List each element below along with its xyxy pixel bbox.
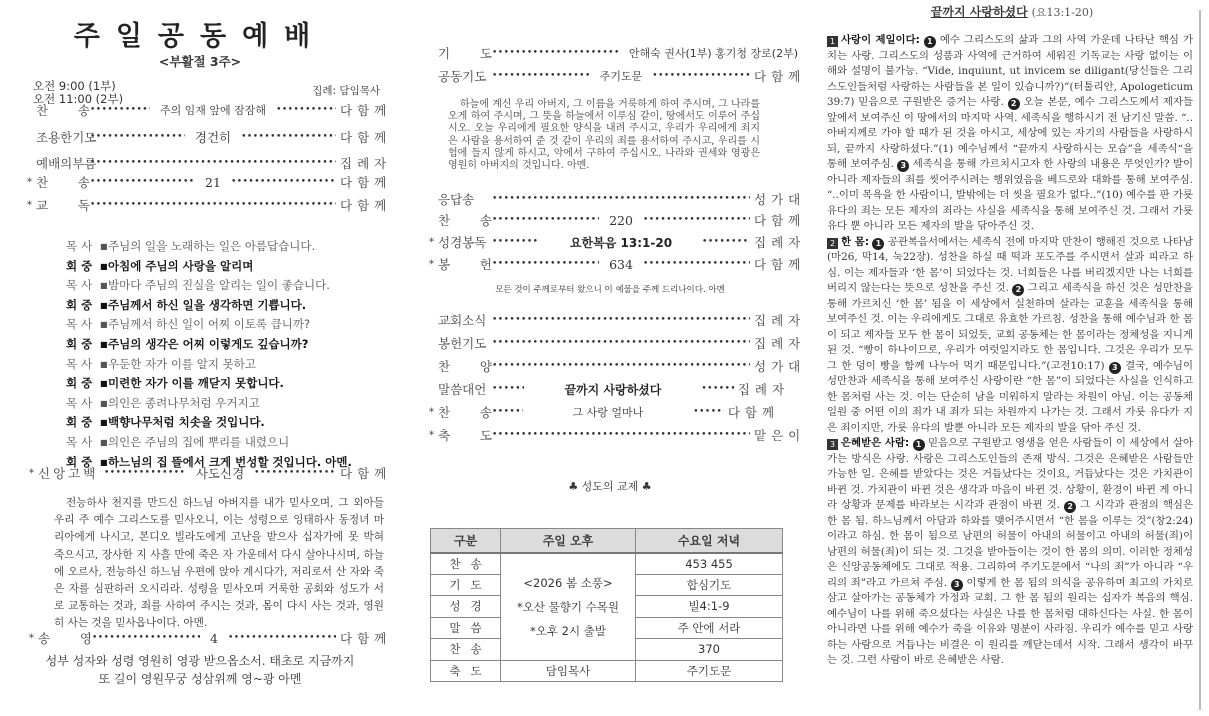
circled-number-icon: 1: [872, 238, 884, 250]
sermon-section-3: 3 은혜받은 사람: 1 믿음으로 구원받고 영생을 얻은 사람들이 이 세상에서 살아가는 방식은 사랑. 사랑은 그리스도인들의 존재 방식. 그것은 은혜받은 사람들만 가능한 일. 은혜를 받았다는 것은 거듭났다는 것이요, 거듭났다는 것은 가치관이 바뀐 것. 가치관이 바뀐 것은 생각과 마음이 바뀐 것. 상황이, 환경이 바뀐 게 아니라 상황과 문제를 바라보는 시각과 관점이 바뀐 것. 2 그 시각과 관점의 핵심은 한 몸 됨. 하느님께서 아담과 하와를 맺어주시면서 “한 몸을 이루는 것”(창2:24)이라고 하심. 한 몸이 됨으로 남편의 허물이 아내의 허물이고 아내의 허물(죄)이 남편의 허물(죄)이 되는 것. 그것을 받아들이는 것이 한 몸의 의미. 이러한 정체성은 신앙공동체에도 그대로 적용. 그리하여 주기도문에서 “나의 죄”가 아니라 “우리의 죄”라고 가르쳐 주심. 3 이렇게 한 몸 됨의 의식을 공유하며 최고의 가치로 삼고 살아가는 공동체가 가정과 교회. 그 한 몸 됨의 원리는 십자가 복음의 핵심. 예수님이 나를 위해 죽으셨다는 사실은 나를 한 몸처럼 대하신다는 사실. 한 몸이 아니라면 나를 위해 예수가 죽을 이유와 명분이 사라짐. 우리가 예수를 믿고 사랑하는 사람으로 거듭나는 비결은 이 원리를 깨닫는데서 시작. 그래서 생각이 바꾸는 것. 그런 사람이 바로 은혜받은 사람.: [827, 437, 1194, 666]
dot-leader: [643, 210, 750, 230]
order-row-benediction: [426, 425, 806, 445]
responsive-reading: [66, 237, 352, 472]
dot-leader: [90, 195, 336, 215]
apostles-creed-text: 전능하사 천지를 만드신 하느님 아버지를 내가 믿사오며, 그 외아들 우리 주 예수 그리스도를 믿사오니, 이는 성령으로 잉태하사 동정녀 마리아에게 나시고, 본디오 빌라도에게 고난을 받으사 십자가에 못 박혀 죽으시고, 장사한 지 사흘 만에 죽은 자 가운데서 다시 살아나시며, 하늘에 오르사, 전능하신 하느님 우편에 앉아 계시다가, 저리로서 산 자와 죽은 자를 심판하러 오시리라. 성령을 믿사오며 거룩한 공회와 성도가 서로 교통하는 것과, 죄를 사하여 주시는 것과, 몸이 다시 사는 것과, 영원히 사는 것을 믿사옵나이다. 아멘.: [54, 497, 384, 630]
order-leader: 성가대: [754, 359, 806, 374]
sermon-body: [827, 33, 1193, 669]
circled-number-icon: 3: [897, 160, 909, 172]
order-row-responsive-reading: [24, 195, 392, 215]
order-label: 신앙고백: [38, 466, 99, 481]
order-label: 응답송: [438, 192, 475, 207]
circled-number-icon: 2: [1008, 98, 1020, 110]
order-label: 봉헌기도: [438, 336, 487, 351]
table-row: [431, 660, 783, 682]
dot-leader: [254, 463, 336, 483]
doxology-text: 성부 성자와 성령 영원히 영광 받으옵소서. 태초로 지금까지 또 길이 영원무궁 성삼위께 영~광 아멘: [45, 654, 355, 686]
reading-line-congregation: 회중 ■백향나무처럼 치솟을 것입니다.: [66, 415, 265, 430]
standing-mark: *: [429, 406, 434, 418]
sermon-reference: (요13:1-20): [1031, 6, 1094, 19]
order-leader: 다함께: [754, 257, 806, 272]
order-row-announcements: [426, 310, 806, 330]
dot-leader: [492, 66, 590, 86]
order-row-hymn-4: [426, 402, 798, 422]
order-row-hymn-2: [24, 172, 392, 192]
reading-line-pastor: 목사 ■밤마다 주님의 진실을 알리는 일이 좋습니다.: [66, 278, 330, 293]
circled-number-icon: 3: [1109, 362, 1121, 374]
dot-leader: [104, 463, 186, 483]
order-leader: 다함께: [754, 69, 806, 84]
section-heading: 사랑이 제일이다:: [841, 34, 920, 46]
reading-line-pastor: 목사 ■주님께서 하신 일이 어찌 이토록 큽니까?: [66, 317, 311, 332]
order-leader: 집례자: [754, 313, 806, 328]
order-label: 축 도: [438, 428, 492, 443]
standing-mark: *: [429, 258, 434, 270]
order-leader: 성가대: [754, 192, 806, 207]
reading-line-congregation: 회중 ■미련한 자가 이를 깨닫지 못합니다.: [66, 376, 284, 391]
circled-number-icon: 2: [1012, 284, 1024, 296]
order-row-common-prayer: [426, 66, 806, 86]
order-content: 4: [210, 630, 218, 646]
reading-line-congregation: 회중 ■주님의 생각은 어찌 이렇게도 깊습니까?: [66, 336, 309, 351]
sermon-section-1: 1 사랑이 제일이다: 1 예수 그리스도의 삶과 그의 사역 가운데 나타난 핵심 가치는 사랑. 그리스도의 성품과 사역에 근거하여 세워진 기독교는 사랑 없이는 이해와 설명이 불가능. “Vide, inquiunt, ut invicem se diligant(당신들은 그리스도인들처럼 사랑하는 사람들을 본 일이 있습니까?)”(터툴리안, Apologeticum 39:7) 믿음으로 구원받은 증거는 사랑. 2 오늘 본문, 예수 그리스도께서 제자들 앞에서 보여주신 이 땅에서의 마지막 사역. 세족식을 행하시기 전 남기신 말씀. “..아버지께로 가야 할 때가 된 것을 아시고, 세상에 있는 자기의 사람들을 사랑하시되, 끝까지 사랑하셨다.”(1) 예수님께서 “끝까지 사랑하시는 모습”을 세족식“을 통해 보여주심. 3 세족식을 통해 가르치시고자 한 사랑의 내용은 무엇인가? 발이 아니라 제자들의 죄를 씻어주시려는 행위였음을 베드로와 대화를 통해 보여주심. “..이미 목욕을 한 사람이니, 발밖에는 더 씻을 필요가 없다..”(10) 예수를 판 가룟 유다의 죄는 모든 제자의 죄라는 사실을 세족식을 통해 보여주신 것. 그래서 가룟 유다 뿐 아니라 모든 제자의 발을 닦아주신 것.: [827, 34, 1194, 232]
order-content: 경건히: [194, 130, 232, 145]
order-row-hymn-3: [426, 210, 806, 230]
order-leader: 다함께: [340, 103, 392, 118]
dot-leader: [693, 402, 724, 422]
dot-leader: [702, 232, 750, 252]
dot-leader: [90, 127, 185, 147]
sermon-title: [815, 3, 1209, 20]
section-heading: 한 몸:: [841, 235, 869, 248]
dot-leader: [90, 100, 150, 120]
order-row-response-song: [426, 189, 806, 209]
row-label: 기도: [431, 574, 501, 596]
order-content: 주의 임재 앞에 잠잠해: [159, 104, 267, 117]
order-row-offering: [426, 254, 806, 274]
order-label: 말씀대언: [438, 382, 487, 397]
order-row-offering-prayer: [426, 333, 806, 353]
page-edge-rule: [1199, 10, 1201, 710]
row-label: 축도: [431, 660, 501, 682]
order-label: 교회소식: [438, 313, 487, 328]
section-heading: 은혜받은 사람:: [841, 437, 910, 449]
dot-leader: [492, 254, 599, 274]
dot-leader: [492, 333, 750, 353]
dot-leader: [90, 153, 336, 173]
order-leader: 다함께: [340, 631, 392, 646]
order-label: 봉 헌: [438, 257, 492, 272]
row-label: 말씀: [431, 617, 501, 639]
dot-leader: [492, 310, 750, 330]
order-label: 찬 송: [438, 405, 492, 420]
order-leader: 집례자: [340, 156, 392, 171]
order-label: 찬 양: [438, 359, 492, 374]
wednesday-value: 합심기도: [636, 574, 783, 596]
worship-order-column: [0, 0, 400, 716]
dot-leader: [492, 210, 599, 230]
order-leader: 집례자: [737, 382, 790, 397]
presider-label: 집례: 담임목사: [312, 85, 380, 97]
dot-leader: [492, 232, 540, 252]
order-leader: 다함께: [727, 405, 780, 420]
dot-leader: [276, 100, 336, 120]
order-content: 요한복음 13:1-20: [569, 235, 673, 250]
circled-number-icon: 1: [913, 439, 925, 451]
dot-leader: [643, 254, 750, 274]
header-category: 구분: [431, 529, 501, 553]
sunday-picnic-notice: <2026 봄 소풍> *오산 물향기 수목원 *오후 2시 출발: [501, 553, 636, 661]
wednesday-value: 주 안에 서라: [636, 617, 783, 639]
section-number-icon: 2: [827, 238, 838, 249]
sunday-value: 담임목사: [501, 660, 636, 682]
order-label: 찬 송: [36, 175, 90, 190]
reading-line-pastor: 목사 ■우둔한 자가 이를 알지 못하고: [66, 356, 256, 371]
dot-leader: [231, 172, 336, 192]
order-row-sermon: [426, 379, 798, 399]
order-leader: 다함께: [340, 130, 392, 145]
order-leader: 맡은이: [754, 428, 806, 443]
order-row-prayer: [426, 43, 798, 63]
row-label: 찬송: [431, 639, 501, 661]
order-label: 송 영: [38, 631, 92, 646]
wednesday-value: 주기도문: [636, 660, 783, 682]
header-wednesday-evening: 수요일 저녁: [636, 529, 783, 553]
dot-leader: [241, 127, 336, 147]
circled-number-icon: 1: [924, 36, 936, 48]
dot-leader: [701, 379, 733, 399]
page-subtitle: <부활절 3주>: [158, 54, 242, 69]
circled-number-icon: 2: [1064, 501, 1076, 513]
fellowship-heading: ♣ 성도의 교제 ♣: [568, 480, 652, 493]
order-leader: 집례자: [754, 235, 806, 250]
order-row-choir-anthem: [426, 356, 806, 376]
order-content: 220: [609, 212, 633, 228]
sermon-title-text: 끝까지 사랑하셨다: [930, 5, 1028, 19]
section-number-icon: 3: [827, 439, 838, 450]
order-content: 사도신경: [195, 466, 245, 481]
order-row-call-to-worship: [24, 153, 392, 173]
order-content: 그 사랑 얼마나: [572, 406, 644, 419]
section-number-icon: 1: [827, 36, 838, 47]
order-row-creed: [26, 463, 392, 483]
order-label: 찬 송: [438, 213, 492, 228]
row-label: 찬송: [431, 553, 501, 575]
dot-leader: [228, 628, 336, 648]
wednesday-value: 370: [636, 639, 783, 661]
schedule-table: [430, 528, 783, 682]
order-leader: 집례자: [754, 336, 806, 351]
header-sunday-afternoon: 주일 오후: [501, 529, 636, 553]
reading-line-pastor: 목사 ■의인은 주님의 집에 뿌리를 내렸으니: [66, 434, 290, 449]
order-label: 교 독: [36, 198, 90, 213]
order-row-hymn: [24, 100, 392, 120]
reading-line-congregation: 회중 ■하느님의 집 뜰에서 크게 번성할 것입니다. 아멘.: [66, 454, 352, 469]
sermon-section-2: 2 한 몸: 1 공관복음서에서는 세족식 전에 마지막 만찬이 행해진 것으로 나타남(마26, 막14, 눅22장). 성찬을 하실 때 떡과 포도주를 주시면서 살과 피라고 하심. 이는 제자들과 ‘한 몸’이 되었다는 것. 너희들은 나를 버리겠지만 나는 너희를 버리지 않는다는 뜻으로 성찬을 주신 것. 2 그리고 세족식을 하신 것은 성만찬을 통해 가르치신 ‘한 몸’ 됨을 이 세상에서 실천하며 살라는 교훈을 세족식을 통해 보여주신 것. 이는 우리에게도 그대로 유효한 가르침. 성찬을 통해 예수님과 한 몸이 되고 제자들 모두 한 몸이 되었듯, 교회 공동체는 한 몸이라는 정체성을 지니게 된 것. “빵이 하나이므로, 우리가 여럿일지라도 한 몸입니다. 그것은 우리가 모두 그 한 덩이 빵을 함께 나누어 먹기 때문입니다.”(고전10:17) 3 결국, 예수님이 성만찬과 세족식을 통해 보여주신 사랑이란 “한 몸”이 되었다는 사실을 인식하고 한 몸처럼 사는 것. 이는 단순히 남을 미워하지 말라는 차원이 아님. 이는 공동체 일원 중 어떤 이의 죄가 내 죄가 되는 차원까지 나가는 것. 그래서 가룟 유다가 지은 죄이지만, 가룟 유다의 발뿐 아니라 모든 제자의 발을 닦아 주신 것.: [827, 235, 1193, 434]
order-leader: 다함께: [340, 198, 392, 213]
dot-leader: [652, 66, 750, 86]
circled-number-icon: 3: [951, 579, 963, 591]
standing-mark: *: [29, 467, 34, 479]
order-label: 공동기도: [438, 69, 487, 84]
page-title: 주일공동예배: [73, 21, 327, 52]
lords-prayer-text: 하늘에 계신 우리 아버지, 그 이름을 거룩하게 하여 주시며, 그 나라를 오게 하여 주시며, 그 뜻을 하늘에서 이루심 같이, 땅에서도 이루어 주십시오. 오늘 우리에게 필요한 양식을 내려 주시고, 우리가 우리에게 죄지은 사람을 용서하여 준 것 같이 우리의 죄를 용서하여 주시고, 우리를 시험에 들지 않게 하시고, 악에서 구하여 주십시오. 나라와 권세와 영광은 영원히 아버지의 것입니다. 아멘.: [448, 99, 760, 172]
dot-leader: [92, 628, 200, 648]
dot-leader: [492, 425, 750, 445]
order-content: 634: [609, 256, 633, 272]
order-leader: 다함께: [340, 175, 392, 190]
standing-mark: *: [27, 199, 32, 211]
dot-leader: [492, 402, 523, 422]
standing-mark: *: [429, 236, 434, 248]
order-label: 성경봉독: [438, 235, 487, 250]
standing-mark: *: [429, 429, 434, 441]
wednesday-value: 빌4:1-9: [636, 596, 783, 618]
standing-mark: *: [29, 632, 34, 644]
order-content: 주기도문: [599, 70, 643, 83]
table-row: [431, 553, 783, 575]
order-row-silent-prayer: [24, 127, 392, 147]
dot-leader: [492, 356, 750, 376]
dot-leader: [492, 189, 750, 209]
order-label: 기 도: [438, 46, 492, 61]
sermon-notes-column: [815, 0, 1209, 716]
order-row-doxology: [26, 628, 392, 648]
offering-note: 모든 것이 주께로부터 왔으니 이 예물을 주께 드리나이다. 아멘: [495, 285, 725, 295]
table-header-row: [431, 529, 783, 553]
order-content: 안해숙 권사(1부) 홍기청 장로(2부): [628, 47, 798, 60]
order-content: 끝까지 사랑하셨다: [564, 382, 662, 397]
standing-mark: *: [27, 176, 32, 188]
reading-line-congregation: 회중 ■아침에 주님의 사랑을 알리며: [66, 258, 254, 273]
row-label: 성경: [431, 596, 501, 618]
order-leader: 다함께: [340, 466, 392, 481]
reading-line-pastor: 목사 ■주님의 일을 노래하는 일은 아름답습니다.: [66, 239, 316, 253]
order-label: 예배의부름: [36, 156, 97, 171]
order-label: 조용한기도: [36, 130, 97, 145]
order-row-scripture-reading: [426, 232, 806, 252]
reading-line-congregation: 회중 ■주님께서 하신 일을 생각하면 기쁩니다.: [66, 297, 307, 312]
dot-leader: [492, 379, 524, 399]
reading-line-pastor: 목사 ■의인은 종려나무처럼 우거지고: [66, 395, 260, 410]
dot-leader: [492, 43, 619, 63]
service-time-2: 오전 11:00 (2부): [33, 92, 124, 106]
order-label: 찬 송: [36, 103, 90, 118]
service-time-1: 오전 9:00 (1부): [33, 79, 116, 93]
wednesday-value: 453 455: [636, 553, 783, 575]
order-content: 21: [205, 174, 221, 190]
dot-leader: [90, 172, 195, 192]
order-leader: 다함께: [754, 213, 806, 228]
